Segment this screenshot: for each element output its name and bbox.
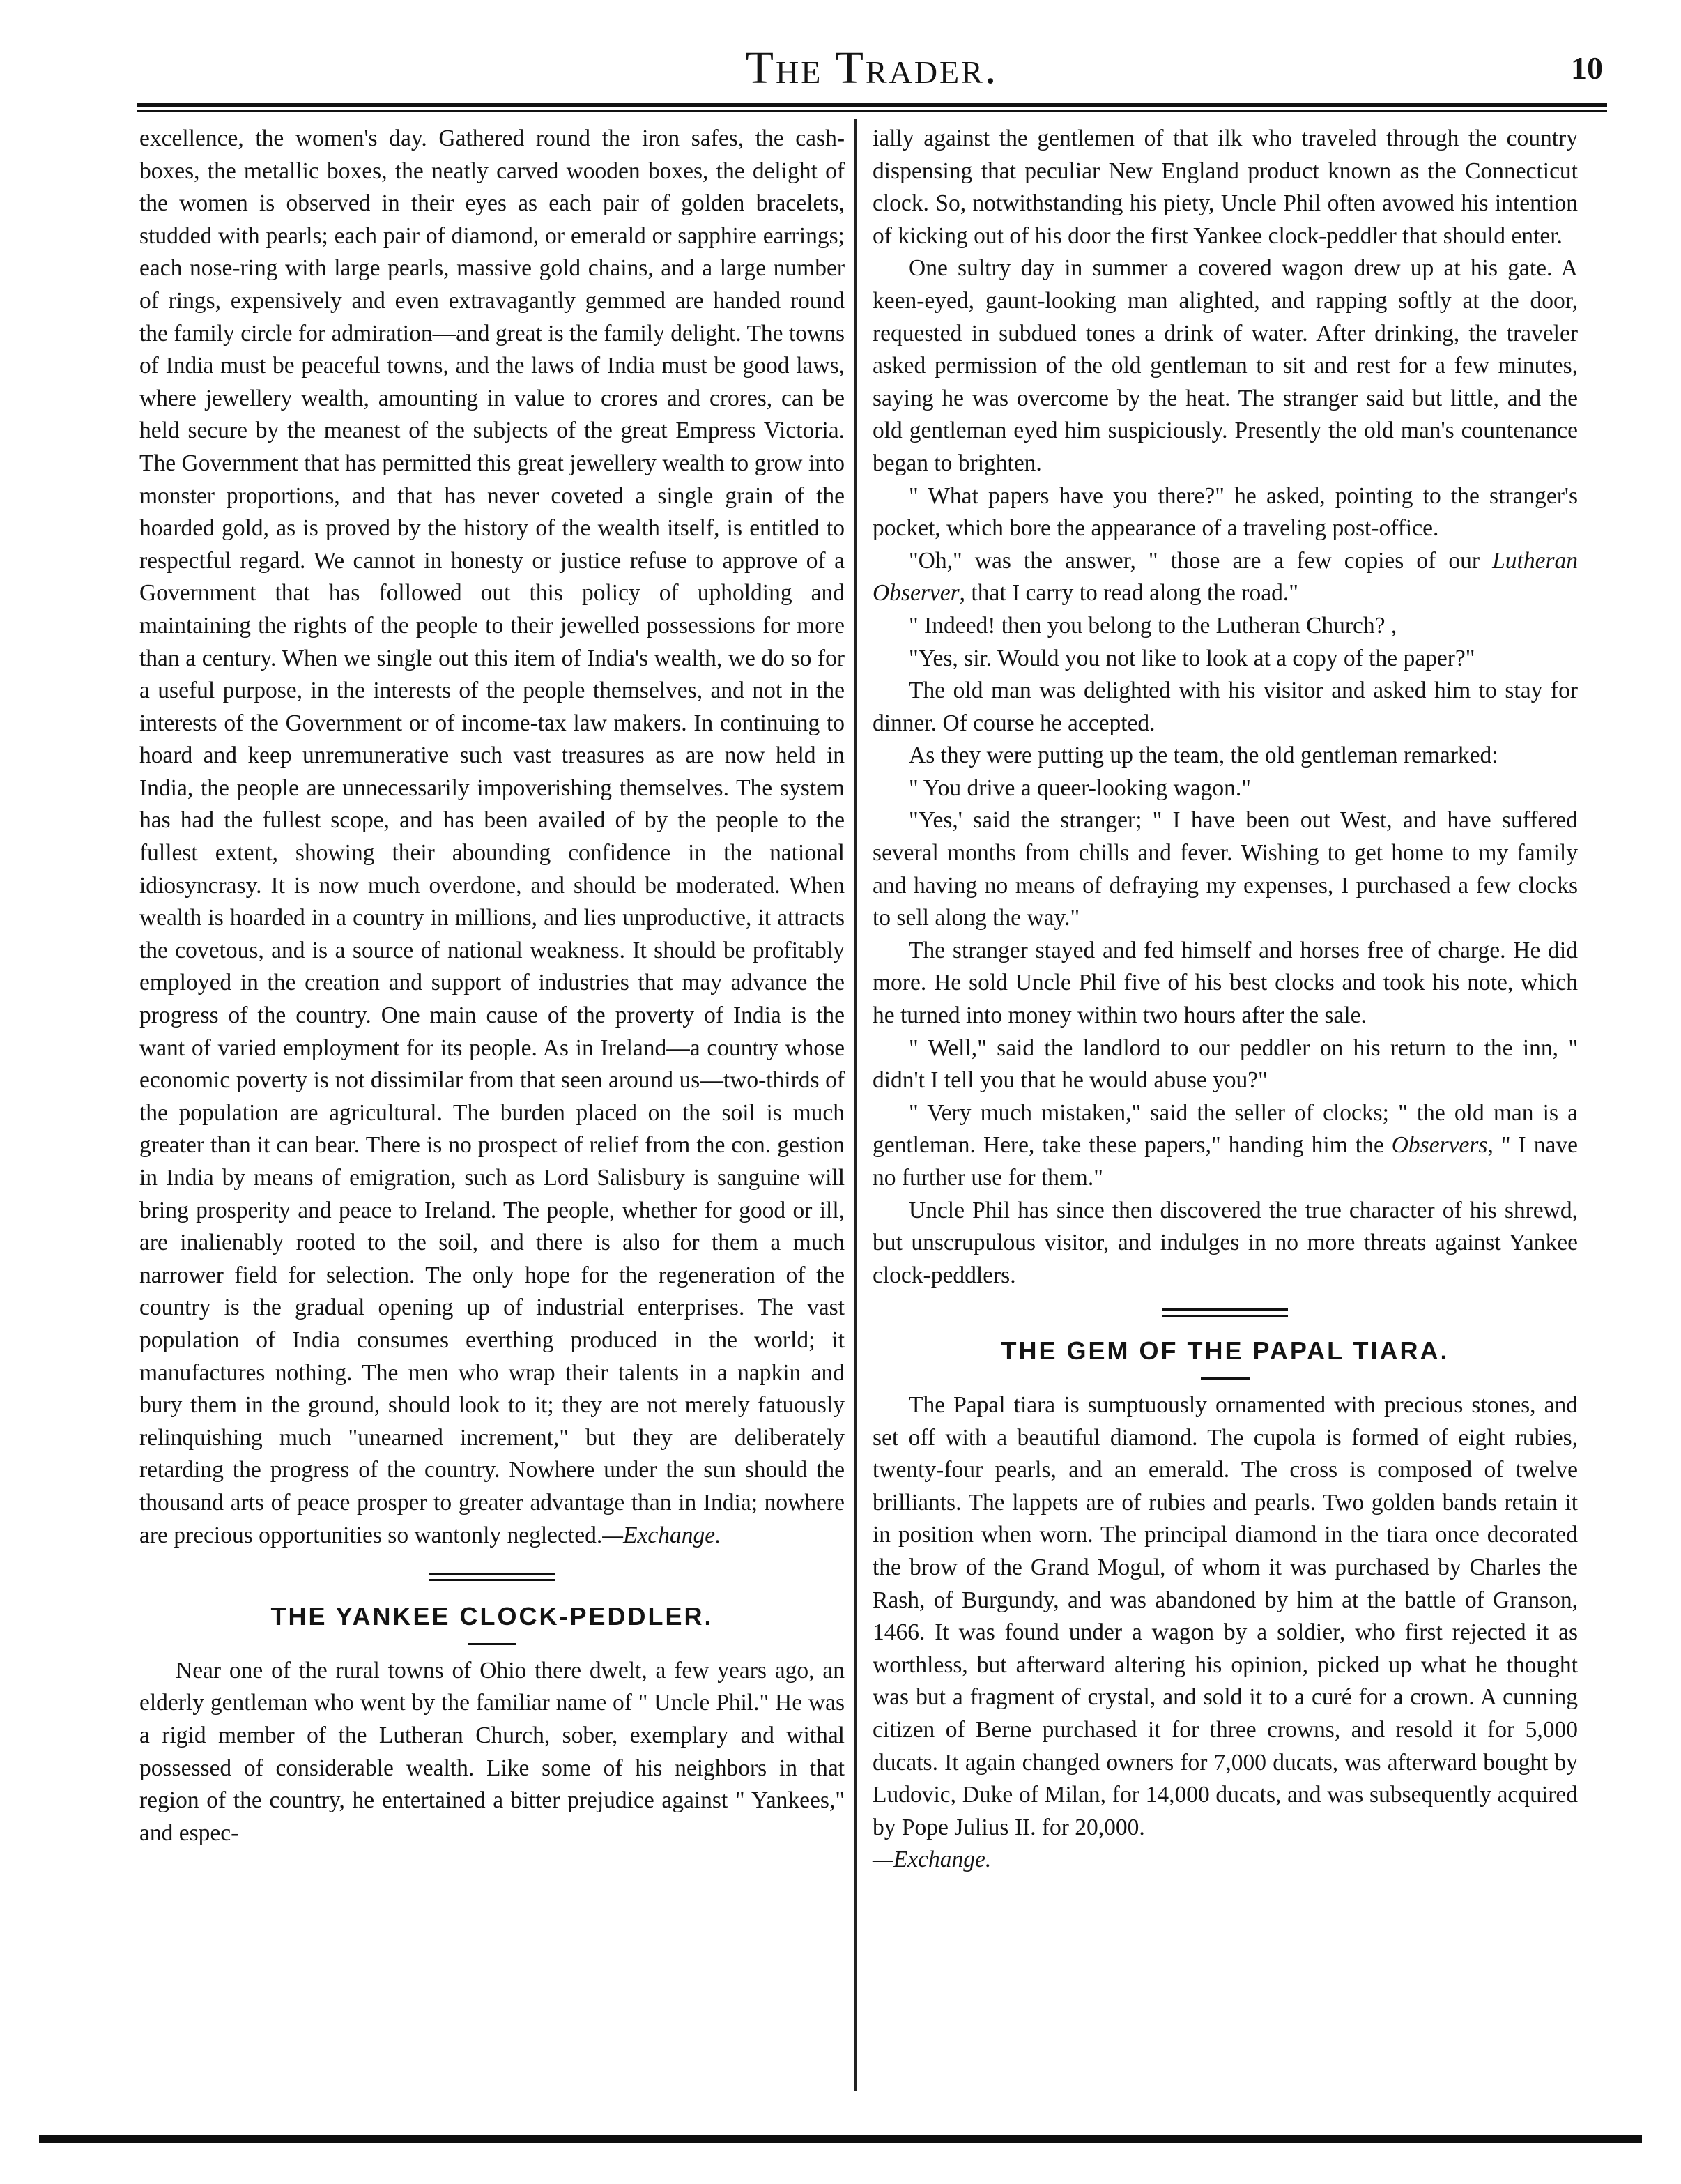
article-paragraph: " You drive a queer-looking wagon." [909, 774, 1251, 801]
article-paragraph: The Papal tiara is sumptuously ornamented with precious stones, and set off with a beautiful diamond. The cupola is formed of eight rubies, twenty-four pearls, and an emerald. The cross is composed of twelve brilliants. The lappets are of rubies and pearls. Two golden bands retain it in position when worn. The principal diamond in the tiara once decorated the brow of the Grand Mogul, of whom it was purchased by Charles the Rash, of Burgundy, and was abandoned by him at the battle of Granson, 1466. It was found under a wagon by a soldier, who first rejected it as worthless, but afterward altering his opinion, picked up what he thought was but a fragment of crystal, and sold it to a curé for a crown. A cunning citizen of Berne purchased it for three crowns, and resold it for 5,000 ducats. It again changed owners for 7,000 ducats, was afterward bought by Ludovic, Duke of Milan, for 14,000 ducats, and was subsequently acquired by Pope Julius II. for 20,000. [873, 1391, 1578, 1840]
article-paragraph: "Yes,' said the stranger; " I have been out West, and have suffered several months from chills and fever. Wishing to get home to my family and having no means of defraying my expenses, I purchased a few clocks to sell along the way." [873, 807, 1578, 931]
article-paragraph: Uncle Phil has since then discovered the true character of his shrewd, but unscrupulous visitor, and indulges in no more threats against Yankee clock-peddlers. [873, 1197, 1578, 1288]
text-run: , that I carry to read along the road." [959, 580, 1298, 606]
page-header [137, 36, 1607, 100]
article-attribution: —Exchange. [873, 1847, 992, 1873]
right-column [873, 123, 1578, 1877]
newspaper-title: Observers [1391, 1132, 1488, 1159]
section-divider [429, 1573, 555, 1581]
article-paragraph: The stranger stayed and fed himself and horses free of charge. He did more. He sold Uncle Phil five of his best clocks and took his note, which he turned into money within two hours after the sale. [873, 937, 1578, 1029]
article-paragraph: One sultry day in summer a covered wagon drew up at his gate. A keen-eyed, gaunt-looking man alighted, and rapping softly at the door, requested in subdued tones a drink of water. After drinking, the traveler asked permission of the old gentleman to sit and rest for a few minutes, saying he was overcome by the heat. The stranger said but little, and the old gentleman eyed him suspiciously. Presently the old man's countenance began to brighten. [873, 255, 1578, 476]
text-run: , " I nave no further use for them." [873, 1132, 1578, 1191]
text-run: " Very much mistaken," said the seller of clocks; " the old man is a gentleman. Here, take these papers," handing him the [873, 1099, 1578, 1159]
header-rule [137, 103, 1607, 112]
section-divider [1162, 1308, 1288, 1317]
article-paragraph [873, 545, 1578, 610]
article-paragraph: " What papers have you there?" he asked, pointing to the stranger's pocket, which bore the appearance of a traveling post-office. [873, 482, 1578, 542]
article-paragraph: ially against the gentlemen of that ilk who traveled through the country dispensing that peculiar New England product known as the Connecticut clock. So, notwithstanding his piety, Uncle Phil often avowed his intention of kicking out of his door the first Yankee clock-peddler that should enter. [873, 125, 1578, 249]
text-run: "Oh," was the answer, " those are a few copies of our [909, 547, 1493, 574]
article-title-papal-tiara: THE GEM OF THE PAPAL TIARA. [1001, 1336, 1450, 1366]
article-paragraph: " Indeed! then you belong to the Lutheran Church? , [909, 612, 1397, 639]
article-text: excellence, the women's day. Gathered round the iron safes, the cash-boxes, the metallic boxes, the neatly carved wooden boxes, the delight of the women is observed in their eyes as each pair of golden bracelets, studded with pearls; each pair of diamond, or emerald or sapphire earrings; each nose-ring with large pearls, massive gold chains, and a large number of rings, expensively and even extravagantly gemmed are handed round the family circle for admiration—and great is the family delight. The towns of India must be peaceful towns, and the laws of India must be good laws, where jewellery wealth, amounting in value to crores and crores, can be held secure by the meanest of the subjects of the great Empress Victoria. The Government that has permitted this great jewellery wealth to grow into monster proportions, and that has never coveted a single grain of the hoarded gold, as is proved by the history of the wealth itself, is entitled to respectful regard. We cannot in honesty or justice refuse to approve of a Government that has followed out this policy of upholding and maintaining the rights of the people to their jewelled possessions for more than a century. When we single out this item of India's wealth, we do so for a useful purpose, in the interests of the people themselves, and not in the interests of the Government or of income-tax law makers. In continuing to hoard and keep unremunerative such vast treasures as are now held in India, the people are unnecessarily impoverishing themselves. The system has had the fullest scope, and has been availed of by the people to the fullest extent, showing their abounding confidence in the national idiosyncrasy. It is now much overdone, and should be moderated. When wealth is hoarded in a country in millions, and lies unproductive, it attracts the covetous, and is a source of national weakness. It should be profitably employed in the creation and support of industries that may advance the progress of the country. One main cause of the proverty of India is the want of varied employment for its people. As in Ireland—a country whose economic poverty is not dissimilar from that seen around us—two-thirds of the population are agricultural. The burden placed on the soil is much greater than it can bear. There is no prospect of relief from the con. gestion in India by means of emigration, such as Lord Salisbury is sanguine will bring prosperity and peace to Ireland. The people, whether for good or ill, are inalienably rooted to the soil, and there is also for them a much narrower field for selection. The only hope for the regeneration of the country is the gradual opening up of industrial enterprises. The vast population of India consumes everthing produced in the world; it manufactures nothing. The men who wrap their talents in a napkin and bury them in the ground, should look to it; they are not merely fatuously relinquishing much "unearned increment," but they are deliberately retarding the progress of the country. Nowhere under the sun should the thousand arts of peace prosper to greater advantage than in India; nowhere are precious opportunities so wantonly neglected. [139, 125, 845, 1548]
article-paragraph [873, 1097, 1578, 1195]
article-paragraph: " Well," said the landlord to our peddler on his return to the inn, " didn't I tell you that he would abuse you?" [873, 1034, 1578, 1094]
masthead-title: The Trader. [745, 43, 999, 93]
newspaper-title: Lutheran Observer [873, 547, 1578, 606]
article-title-clock-peddler: THE YANKEE CLOCK-PEDDLER. [270, 1602, 714, 1631]
article-attribution: —Exchange. [602, 1522, 721, 1548]
left-column [139, 123, 845, 1849]
article-paragraph: As they were putting up the team, the old gentleman remarked: [909, 742, 1498, 769]
article-paragraph: Near one of the rural towns of Ohio there dwelt, a few years ago, an elderly gentleman who went by the familiar name of " Uncle Phil." He was a rigid member of the Lutheran Church, sober, exemplary and withal possessed of considerable wealth. Like some of his neighbors in that region of the country, he entertained a bitter prejudice against " Yankees," and espec- [139, 1657, 845, 1846]
article-body-continued [139, 123, 845, 1552]
page-number: 10 [1571, 50, 1603, 86]
footer-rule [39, 2135, 1642, 2143]
column-divider [854, 119, 857, 2091]
article-paragraph: The old man was delighted with his visitor and asked him to stay for dinner. Of course he accepted. [873, 678, 1578, 736]
article-paragraph: "Yes, sir. Would you not like to look at a copy of the paper?" [909, 645, 1475, 671]
